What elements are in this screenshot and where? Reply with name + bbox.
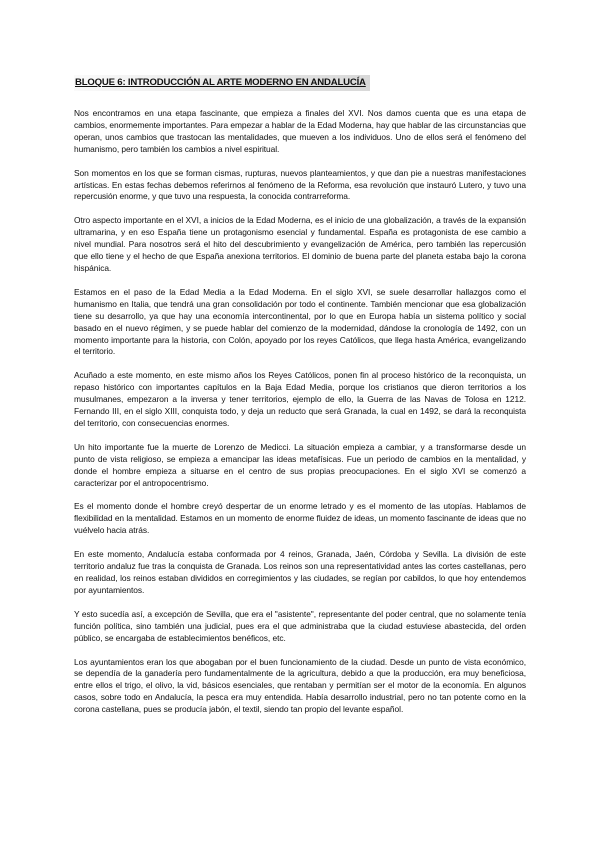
paragraph-9: Y esto sucedía así, a excepción de Sevilla, que era el "asistente", representante del poder central, que no solamente tenía función política, sino también una judicial, pues era el que administraba que la ciudad estuviese abastecida, del orden público, se encargaba de establecimientos benéficos, etc. <box>74 608 526 643</box>
paragraph-3: Otro aspecto importante en el XVI, a inicios de la Edad Moderna, es el inicio de una globalización, a través de la expansión ultramarina, y en eso España tiene un protagonismo esencial y fundamental. España es protagonista de ese cambio a nivel mundial. Para nosotros será el hito del descubrimiento y evangelización de América, pero también las repercusión que ello tiene y el hecho de que España anexiona territorios. El dominio de buena parte del planeta estaba bajo la corona hispánica. <box>74 215 526 273</box>
paragraph-4: Estamos en el paso de la Edad Media a la Edad Moderna. En el siglo XVI, se suele desarrollar hallazgos como el humanismo en Italia, que tendrá una gran consolidación por todo el continente. También mencionar que esa globalización tiene su desarrollo, ya que hay una economía intercontinental, por lo que en Europa había un sistema político y social basado en el nuevo régimen, y se puede hablar del comienzo de la modernidad, dándose la cronología de 1492, con un momento importante para la historia, con Colón, apoyado por los reyes Católicos, que llega hasta América, evangelizando el territorio. <box>74 286 526 357</box>
paragraph-5: Acuñado a este momento, en este mismo años los Reyes Católicos, ponen fin al proceso histórico de la reconquista, un repaso histórico con importantes capítulos en la Baja Edad Media, porque los cristianos que dieron territorios a los musulmanes, empezaron a la inversa y tener territorios, ejemplo de ello, la Guerra de las Navas de Tolosa en 1212. Fernando III, en el siglo XIII, conquista todo, y deja un reducto que será Granada, la cual en 1492, se dará la reconquista del territorio, con consecuencias enormes. <box>74 370 526 428</box>
paragraph-10: Los ayuntamientos eran los que abogaban por el buen funcionamiento de la ciudad. Desde un punto de vista económico, se dependía de la ganadería pero fundamentalmente de la agricultura, debido a que la producción, era muy beneficiosa, entre ellos el trigo, el olivo, la vid, básicos esenciales, que rentaban y permitían ser el motor de la economía. En algunos casos, sobre todo en Andalucía, la pesca era muy entendida. Había desarrollo industrial, pero no tan potente como en la corona castellana, pues se producía jabón, el textil, siendo tan propio del levante español. <box>74 656 526 715</box>
paragraph-6: Un hito importante fue la muerte de Lorenzo de Medicci. La situación empieza a cambiar, y a transformarse desde un punto de vista religioso, se empieza a emancipar las ideas metafísicas. Fue un periodo de cambios en la mentalidad, y donde el hombre empieza a situarse en el centro de sus propias preocupaciones. En el siglo XVI se comenzó a caracterizar por el antropocentrismo. <box>74 441 526 488</box>
paragraph-8: En este momento, Andalucía estaba conformada por 4 reinos, Granada, Jaén, Córdoba y Sevilla. La división de este territorio andaluz fue tras la conquista de Granada. Los reinos son una representatividad antes las cortes castellanas, pero en realidad, los reinos estaban divididos en corregimientos y las ciudades, se regían por cabildos, lo que hoy entendemos por ayuntamientos. <box>74 549 526 595</box>
paragraph-2: Son momentos en los que se forman cismas, rupturas, nuevos planteamientos, y que dan pie a nuestras manifestaciones artísticas. En estas fechas debemos referirnos al fenómeno de la Reforma, esa revolución que instauró Lutero, y tuvo una repercusión enorme, y que tuvo una respuesta, la conocida contrarreforma. <box>74 167 526 202</box>
paragraph-7: Es el momento donde el hombre creyó despertar de un enorme letrado y es el momento de las utopías. Hablamos de flexibilidad en la mentalidad. Estamos en un momento de enorme fluidez de ideas, un momento fascinante de ideas que no vuélvelo hacia atrás. <box>74 501 526 536</box>
document-title: BLOQUE 6: INTRODUCCIÓN AL ARTE MODERNO EN ANDALUCÍA <box>74 75 370 91</box>
title-wrap <box>74 72 526 94</box>
paragraph-1: Nos encontramos en una etapa fascinante, que empieza a finales del XVI. Nos damos cuenta que es una etapa de cambios, enormemente importantes. Para empezar a hablar de la Edad Moderna, hay que hablar de las circunstancias que operan, unos cambios que trastocan las mentalidades, que mueven a los individuos. Uno de ellos será el fenómeno del humanismo, pero también los cambios a nivel espiritual. <box>74 108 526 154</box>
